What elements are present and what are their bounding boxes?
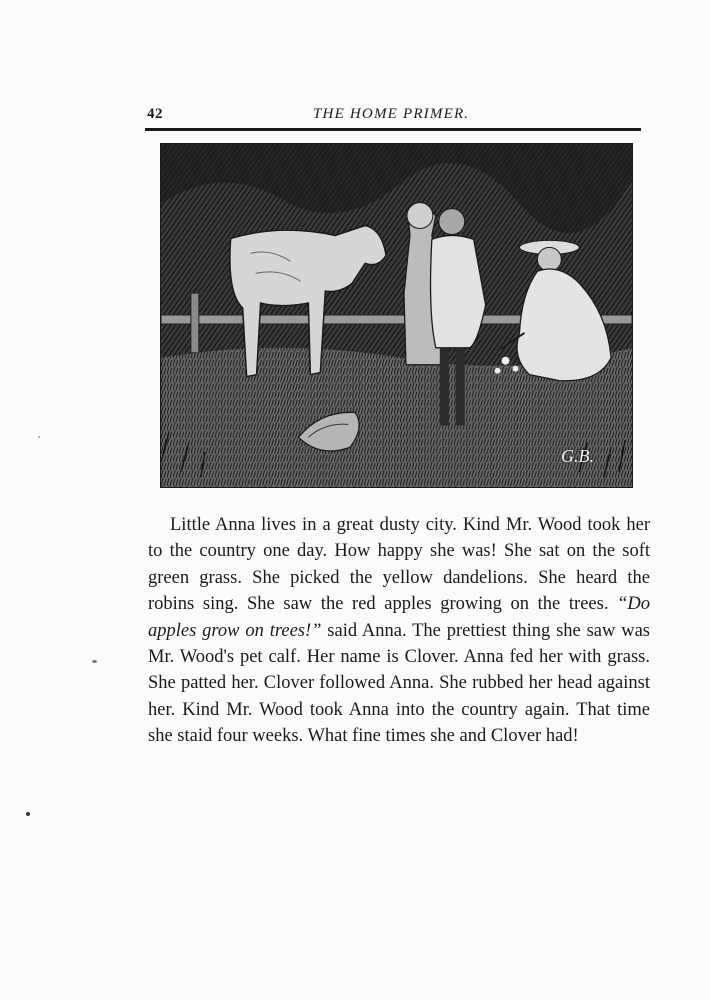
body-text-part1: Little Anna lives in a great dusty city. Kind Mr. Wood took her to the country one day. How happy she was! She sat on the soft green grass. She picked the yellow dandelions. She heard the robins sing. She saw the red apples growing on the trees. [148, 515, 650, 615]
illustration [160, 143, 633, 488]
header-rule [145, 128, 641, 131]
anna-quote: “Do apples grow on trees!” [148, 594, 650, 641]
print-speck [92, 660, 97, 663]
body-paragraph [148, 512, 650, 750]
page-number: 42 [147, 106, 163, 122]
illustrator-monogram: G.B. [561, 446, 594, 466]
engraving-calf-and-children [161, 144, 632, 487]
running-title: THE HOME PRIMER. [313, 106, 470, 122]
print-speck [26, 812, 30, 816]
print-speck [38, 436, 40, 438]
body-text-part2: said Anna. The prettiest thing she saw was Mr. Wood's pet calf. Her name is Clover. Anna fed her with grass. She patted her. Clover followed Anna. She rubbed her head against her. Kind Mr. Wood took Anna into the country again. That time she staid four weeks. What fine times she and Clover had! [148, 620, 650, 747]
